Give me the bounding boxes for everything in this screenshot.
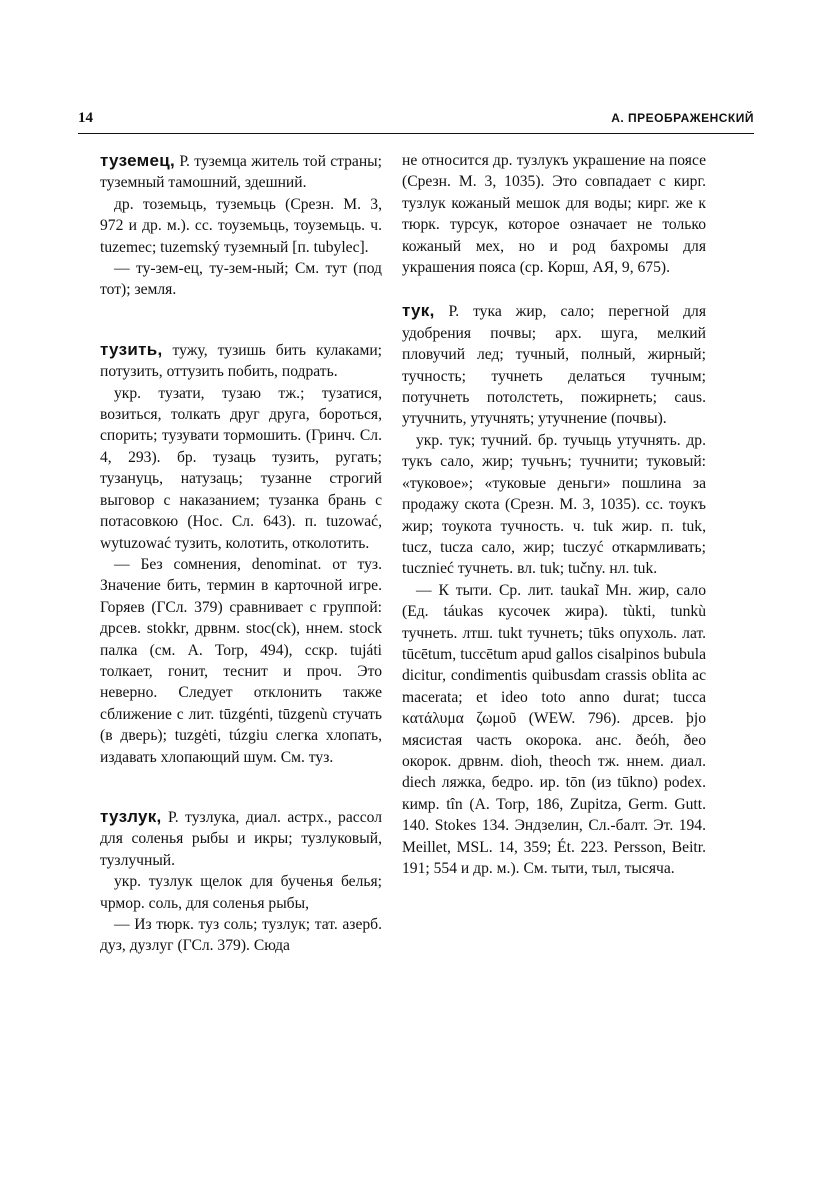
entry-tuk (402, 300, 706, 879)
left-column (100, 150, 382, 957)
entry-text: тужу, тузишь бить кулаками; потузить, оттузить побить, подрать. (100, 341, 382, 381)
entry-tuzluk (100, 806, 382, 957)
right-column (402, 150, 706, 879)
running-title: А. ПРЕОБРАЖЕНСКИЙ (611, 111, 754, 125)
headword: тузлук, (100, 806, 162, 826)
continuation-paragraph: не относится др. тузлукъ украшение на поясе (Срезн. М. 3, 1035). Это совпадает с кирг. тузлук кожаный мешок для воды; кирг. же к тюрк. турсук, которое означает не только кожаный мех, но и род бахромы для украшения пояса (ср. Корш, АЯ, 9, 675). (402, 152, 706, 277)
entry-paragraph: укр. тук; тучний. бр. тучыць утучнять. др. тукъ сало, жир; тучьнъ; тучнити; туковый: «туковое»; «туковые деньги» пошлина за продажу скота (Срезн. М. 3, 1035). сс. тоукъ жир; тоукота тучность. ч. tuk жир. п. tuk, tucz, tucza сало, жир; tuczyć откармливать; tucznieć тучнеть. вл. tuk; tučny. нл. tuk. (402, 431, 706, 578)
page-number: 14 (78, 110, 93, 126)
entry-paragraph: — Из тюрк. туз соль; тузлук; тат. азерб. дуз, дузлуг (ГСл. 379). Сюда (100, 916, 382, 955)
entry-paragraph: укр. тузати, тузаю тж.; тузатися, возиться, толкать друг друга, бороться, спорить; тузувати тормошить. (Гринч. Сл. 4, 293). бр. тузаць тузить, ругать; тузануць, натузаць; тузанне строгий выговор с наказанием; тузанка брань с потасовкою (Нос. Сл. 643). п. tuzować, wytuzować тузить, колотить, отколотить. (100, 384, 382, 552)
header-rule (78, 133, 754, 134)
entry-text: Р. тука жир, сало; перегной для удобрения почвы; арх. шуга, мелкий пловучий лед; тучный, полный, жирный; тучность; тучнеть делаться тучным; потучнеть потолстеть, пожирнеть; caus. утучнить, утучнять; утучнение (почвы). (402, 303, 706, 428)
entry-text: Р. туземца житель той страны; туземный тамошний, здешний. (100, 153, 382, 192)
headword: тук, (402, 301, 435, 321)
entry-paragraph: — К тыти. Ср. лит. taukaĩ Мн. жир, сало (Ед. táukas кусочек жира). tùkti, tunkù тучнеть. лтш. tukt тучнеть; tūks опухоль. лат. tūcētum, tuccētum apud gallos cisalpinos bubula dicitur, condimentis quibusdam crassis oblita ac macerata; et ideo toto anno durat; tucca κατάλυμα ζωμοῦ (WEW. 796). дрсев. þjo мясистая часть окорока. анс. ðeóh, ðeo окорок. дрвнм. dioh, theoch тж. ннем. диал. diech ляжка, бедро. ир. tōn (из tūkno) podex. кимр. tîn (A. Torp, 186, Zupitza, Germ. Gutt. 140. Stokes 134. Эндзелин, Сл.-балт. Эт. 194. Meillet, MSL. 14, 359; Ét. 223. Persson, Beitr. 191; 554 и др. м.). См. тыти, тыл, тысяча. (402, 581, 706, 877)
entry-first-paragraph (402, 300, 706, 429)
entry-gap (100, 301, 382, 323)
headword: тузить, (100, 339, 163, 359)
entry-tuzemets (100, 150, 382, 301)
entry-paragraph: укр. тузлук щелок для бученья белья; чрмор. соль, для соленья рыбы, (100, 873, 382, 912)
page-header (78, 110, 754, 132)
entry-first-paragraph (100, 150, 382, 194)
entry-text: Р. тузлука, диал. астрх., рассол для соленья рыбы и икры; тузлуковый, тузлучный. (100, 808, 382, 869)
headword: туземец, (100, 151, 176, 170)
entry-paragraph: — ту-зем-ец, ту-зем-ный; См. тут (под тот); земля. (100, 260, 382, 299)
entry-first-paragraph (100, 806, 382, 871)
entry-paragraph: др. тоземьць, туземьць (Срезн. М. 3, 972 и др. м.). сс. тоуземьць, тоуземьць. ч. tuzemec; tuzemský туземный [п. tubylec]. (100, 195, 382, 256)
entry-paragraph: — Без сомнения, denominat. от туз. Значение бить, термин в карточной игре. Горяев (ГСл. 379) сравнивает с группой: дрсев. stokkr, дрвнм. stoc(ck), ннем. stock палка (см. А. Torp, 494), сскр. tujáti толкает, гонит, теснит и проч. Это неверно. Следует отклонить также сближение с лит. tūzgénti, tūzgenù стучать (в дверь); tuzgėti, túzgiu слегка хлопать, издавать хлопающий шум. См. туз. (100, 555, 382, 766)
entry-gap (402, 278, 706, 300)
entry-first-paragraph (100, 339, 382, 383)
entry-tuzit (100, 339, 382, 768)
entry-gap (100, 768, 382, 790)
